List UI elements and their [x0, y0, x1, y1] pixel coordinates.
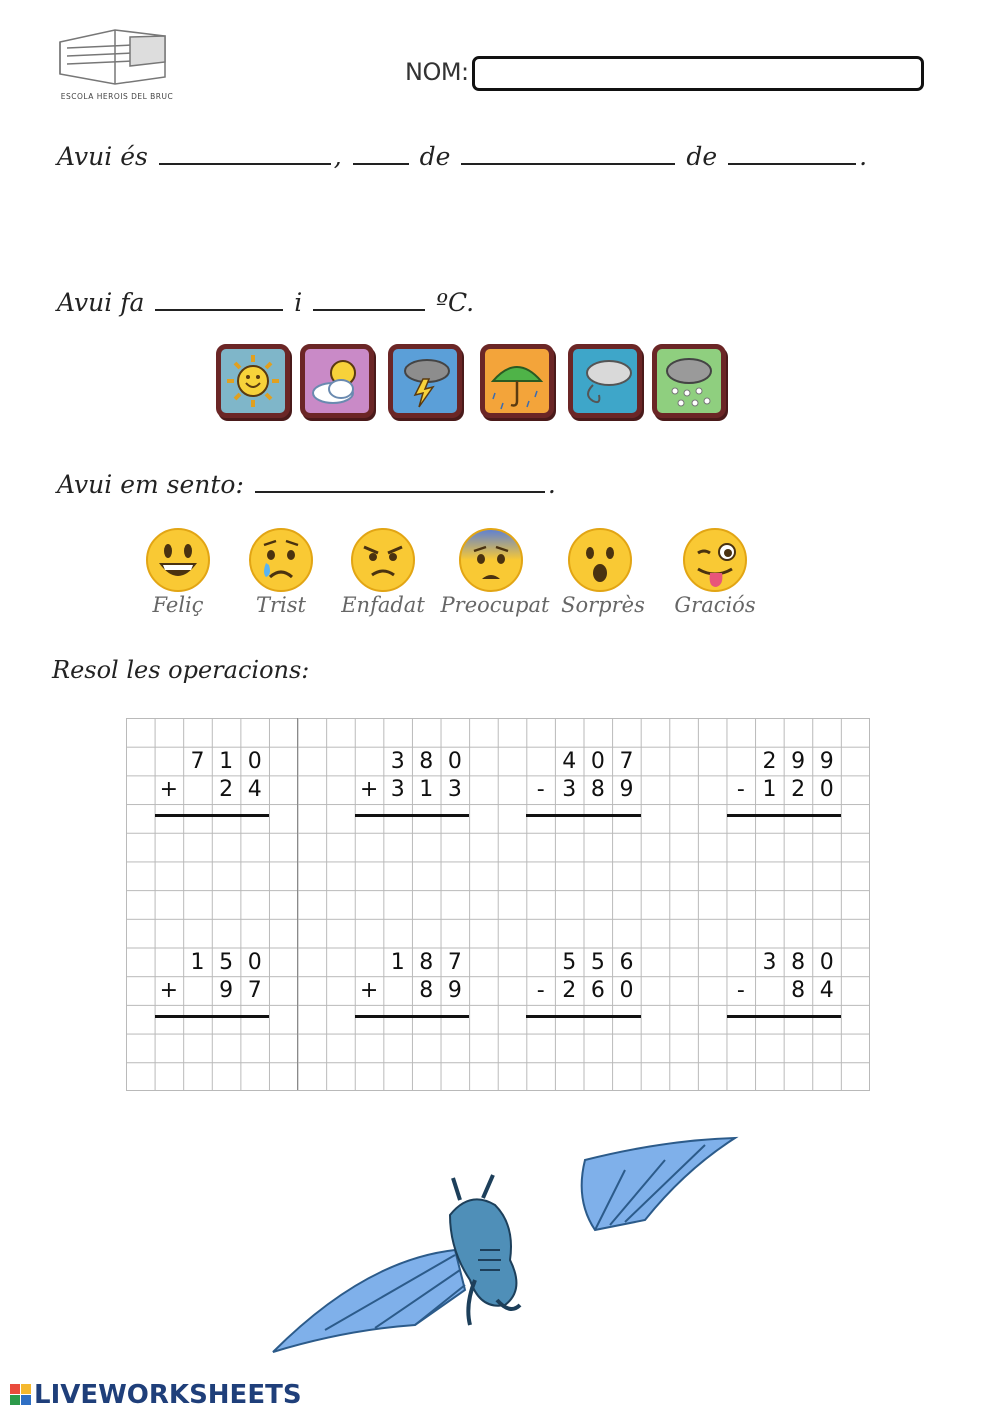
- surprised-face-icon[interactable]: [567, 527, 633, 593]
- operation-2-top-digit: 8: [419, 748, 434, 774]
- operation-4-result-line: [727, 814, 841, 817]
- operation-5-result-line: [155, 1015, 269, 1018]
- operation-7-bottom-digit: 2: [562, 978, 577, 1004]
- operation-2-answer-input[interactable]: [383, 818, 469, 847]
- operation-3-answer-input[interactable]: [555, 818, 641, 847]
- operations-layer: [126, 718, 870, 1091]
- operation-4-top-digit: 2: [762, 748, 777, 774]
- operation-2-bottom-digit: 3: [447, 777, 462, 803]
- operation-8-answer-input[interactable]: [755, 1019, 841, 1048]
- date-de-1: de: [419, 142, 451, 171]
- operation-7-top-digit: 5: [562, 949, 577, 975]
- date-line: [57, 142, 867, 171]
- operation-2-bottom-digit: 3: [390, 777, 405, 803]
- sun-cloud-icon[interactable]: [300, 344, 374, 418]
- operation-5-answer-input[interactable]: [183, 1019, 269, 1048]
- operation-5-top-digit: 5: [219, 949, 234, 975]
- operation-2-top-digit: 3: [390, 748, 405, 774]
- operation-1-top-digit: 0: [247, 748, 262, 774]
- weather-blank[interactable]: [155, 289, 283, 311]
- year-blank[interactable]: [728, 143, 856, 165]
- feeling-prefix: Avui em sento:: [57, 470, 244, 499]
- operation-6-top-digit: 8: [419, 949, 434, 975]
- operation-1-sign: +: [159, 777, 179, 803]
- operation-4-top-digit: 9: [819, 748, 834, 774]
- operation-1-bottom-digit: 4: [247, 777, 262, 803]
- sad-face-icon[interactable]: [248, 527, 314, 593]
- operation-2-top-digit: 0: [447, 748, 462, 774]
- feeling-label-funny: Graciós: [674, 593, 756, 617]
- operation-5-top-digit: 1: [190, 949, 205, 975]
- feeling-label-happy: Feliç: [152, 593, 204, 617]
- sun-icon[interactable]: [216, 344, 290, 418]
- operation-3-top-digit: 4: [562, 748, 577, 774]
- operation-2-bottom-digit: 1: [419, 777, 434, 803]
- date-comma: ,: [333, 142, 342, 171]
- operation-4-bottom-digit: 2: [791, 777, 806, 803]
- liveworksheets-logo: [10, 1380, 302, 1410]
- operation-6-answer-input[interactable]: [383, 1019, 469, 1048]
- operation-7-sign: -: [536, 978, 545, 1004]
- operation-1-result-line: [155, 814, 269, 817]
- feeling-label-surprised: Sorprès: [561, 593, 645, 617]
- happy-face-icon[interactable]: [145, 527, 211, 593]
- date-prefix: Avui és: [57, 142, 148, 171]
- weather-line: [57, 288, 474, 317]
- weather-prefix: Avui fa: [57, 288, 145, 317]
- operation-2-result-line: [355, 814, 469, 817]
- operation-4-answer-input[interactable]: [755, 818, 841, 847]
- operation-7-bottom-digit: 6: [590, 978, 605, 1004]
- school-name: ESCOLA HEROIS DEL BRUC: [60, 92, 174, 101]
- liveworksheets-mark-icon: [10, 1382, 32, 1406]
- operation-3-result-line: [526, 814, 640, 817]
- operation-4-bottom-digit: 1: [762, 777, 777, 803]
- operation-1-answer-input[interactable]: [183, 818, 269, 847]
- operation-3-bottom-digit: 3: [562, 777, 577, 803]
- operation-5-bottom-digit: 7: [247, 978, 262, 1004]
- temperature-unit: ºC.: [436, 288, 475, 317]
- feeling-label-angry: Enfadat: [341, 593, 425, 617]
- operation-7-answer-input[interactable]: [555, 1019, 641, 1048]
- operation-4-sign: -: [736, 777, 745, 803]
- operation-3-top-digit: 0: [590, 748, 605, 774]
- operation-3-sign: -: [536, 777, 545, 803]
- operation-6-bottom-digit: 8: [419, 978, 434, 1004]
- name-input[interactable]: [472, 56, 924, 91]
- operation-3-bottom-digit: 8: [590, 777, 605, 803]
- weather-i: i: [294, 288, 303, 317]
- operation-1-top-digit: 7: [190, 748, 205, 774]
- operation-2-sign: +: [359, 777, 379, 803]
- weekday-blank[interactable]: [159, 143, 331, 165]
- temperature-blank[interactable]: [313, 289, 425, 311]
- feeling-end: .: [547, 470, 556, 499]
- storm-icon[interactable]: [388, 344, 462, 418]
- operation-6-result-line: [355, 1015, 469, 1018]
- operation-8-bottom-digit: 8: [791, 978, 806, 1004]
- operation-6-top-digit: 1: [390, 949, 405, 975]
- hail-cloud-icon[interactable]: [652, 344, 726, 418]
- operation-7-top-digit: 5: [590, 949, 605, 975]
- operation-8-sign: -: [736, 978, 745, 1004]
- date-de-2: de: [686, 142, 718, 171]
- operation-8-bottom-digit: 4: [819, 978, 834, 1004]
- dragon-illustration: [265, 1130, 740, 1360]
- operation-7-result-line: [526, 1015, 640, 1018]
- operation-5-top-digit: 0: [247, 949, 262, 975]
- operation-8-top-digit: 8: [791, 949, 806, 975]
- operation-6-top-digit: 7: [447, 949, 462, 975]
- funny-face-icon[interactable]: [682, 527, 748, 593]
- operation-3-bottom-digit: 9: [619, 777, 634, 803]
- worried-face-icon[interactable]: [458, 527, 524, 593]
- operation-6-sign: +: [359, 978, 379, 1004]
- day-blank[interactable]: [353, 143, 409, 165]
- operation-6-bottom-digit: 9: [447, 978, 462, 1004]
- operation-4-top-digit: 9: [791, 748, 806, 774]
- name-label: NOM:: [405, 58, 469, 86]
- brand-text: LIVEWORKSHEETS: [34, 1380, 302, 1410]
- operation-7-top-digit: 6: [619, 949, 634, 975]
- operation-5-bottom-digit: 9: [219, 978, 234, 1004]
- operations-title: Resol les operacions:: [52, 656, 310, 684]
- feeling-label-sad: Trist: [256, 593, 306, 617]
- operation-4-bottom-digit: 0: [819, 777, 834, 803]
- operation-8-top-digit: 0: [819, 949, 834, 975]
- feeling-blank[interactable]: [255, 471, 545, 493]
- operation-3-top-digit: 7: [619, 748, 634, 774]
- operation-1-bottom-digit: 2: [219, 777, 234, 803]
- operation-7-bottom-digit: 0: [619, 978, 634, 1004]
- wind-cloud-icon[interactable]: [568, 344, 642, 418]
- month-blank[interactable]: [461, 143, 675, 165]
- feeling-line: [57, 470, 556, 499]
- operation-8-top-digit: 3: [762, 949, 777, 975]
- operation-1-top-digit: 1: [219, 748, 234, 774]
- operation-5-sign: +: [159, 978, 179, 1004]
- operation-8-result-line: [727, 1015, 841, 1018]
- date-end: .: [859, 142, 868, 171]
- umbrella-rain-icon[interactable]: [480, 344, 554, 418]
- angry-face-icon[interactable]: [350, 527, 416, 593]
- feeling-label-worried: Preocupat: [440, 593, 550, 617]
